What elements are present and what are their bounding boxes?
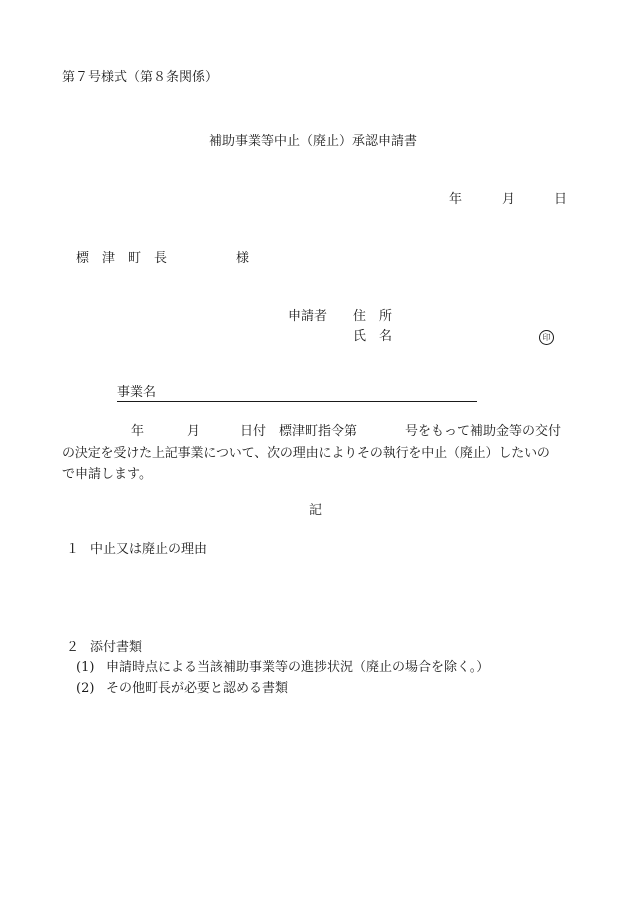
body-line1-rest: 号をもって補助金等の交付 — [405, 424, 562, 439]
section-1-number: １ — [66, 542, 80, 557]
addressee-name: 標 津 町 長 — [76, 251, 168, 266]
attachment-item-1-text: 申請時点による当該補助事業等の進捗状況（廃止の場合を除く。） — [106, 660, 490, 675]
addressee-honorific: 様 — [236, 251, 250, 266]
section-2-title: 添付書類 — [90, 640, 143, 655]
body-line2: の決定を受けた上記事業について、次の理由によりその執行を中止（廃止）したいの — [62, 446, 550, 461]
project-name-underline — [117, 401, 477, 402]
attachment-item-1-number: (1) — [76, 660, 95, 675]
date-year: 年 — [449, 192, 463, 207]
attachment-item-2-number: (2) — [76, 681, 95, 696]
date-month: 月 — [502, 192, 516, 207]
body-year: 年 — [131, 424, 145, 439]
section-1-title: 中止又は廃止の理由 — [90, 542, 208, 557]
section-2-number: ２ — [66, 640, 80, 655]
document-title: 補助事業等中止（廃止）承認申請書 — [209, 134, 418, 149]
date-day: 日 — [554, 192, 568, 207]
body-line3: で申請します。 — [62, 467, 152, 482]
seal-icon: 印 — [539, 330, 554, 345]
body-day-ref: 日付 標津町指令第 — [240, 424, 358, 439]
address-label: 住 所 — [353, 309, 393, 324]
attachment-item-2-text: その他町長が必要と認める書類 — [106, 681, 289, 696]
form-number: 第７号様式（第８条関係） — [62, 70, 219, 85]
ki-heading: 記 — [309, 503, 323, 518]
applicant-label: 申請者 — [288, 309, 328, 324]
seal-mark — [539, 329, 554, 345]
name-label: 氏 名 — [353, 329, 393, 344]
project-label: 事業名 — [117, 385, 157, 400]
body-month: 月 — [187, 424, 201, 439]
